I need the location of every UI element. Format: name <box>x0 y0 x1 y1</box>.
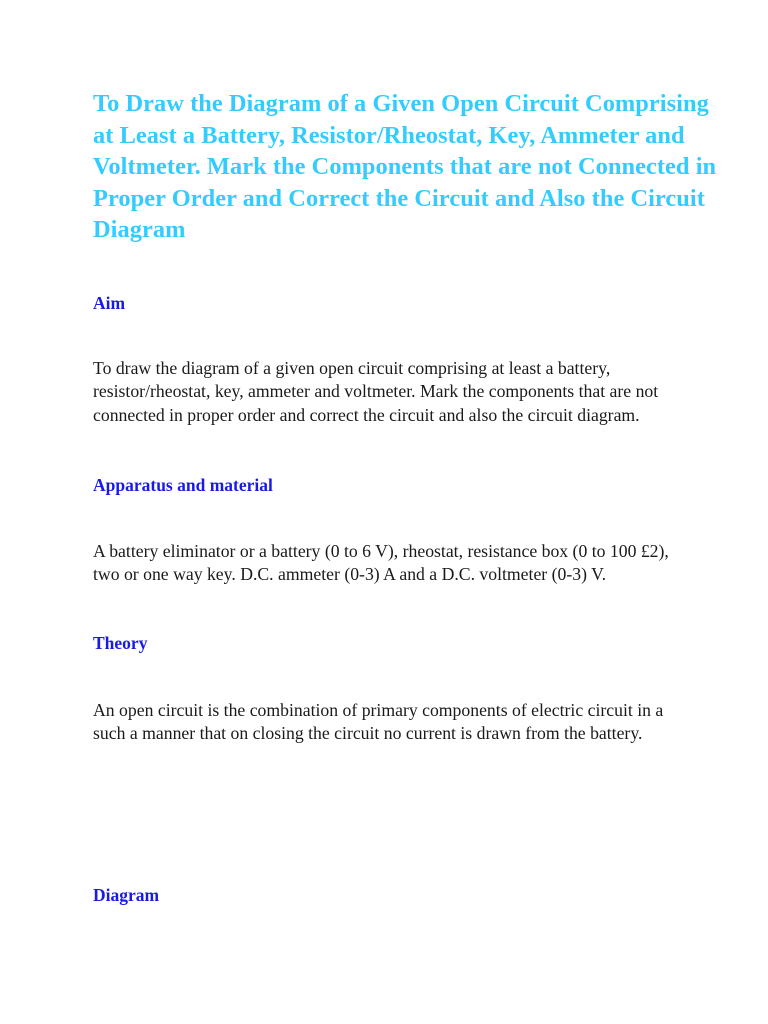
theory-paragraph: An open circuit is the combination of primary components of electric circuit in a such a manner that on closing the circuit no current is drawn from the battery. <box>93 700 664 744</box>
aim-heading: Aim <box>93 293 126 313</box>
apparatus-paragraph: A battery eliminator or a battery (0 to 6 V), rheostat, resistance box (0 to 100 £2), two or one way key. D.C. ammeter (0-3) A and a D.C. voltmeter (0-3) V. <box>93 541 669 585</box>
aim-paragraph: To draw the diagram of a given open circuit comprising at least a battery, resistor/rheostat, key, ammeter and voltmeter. Mark the components that are not connected in proper order and correct the circuit and also the circuit diagram. <box>93 358 659 425</box>
apparatus-heading: Apparatus and material <box>93 475 273 495</box>
theory-heading: Theory <box>93 633 148 653</box>
diagram-heading: Diagram <box>93 885 160 905</box>
page-title: To Draw the Diagram of a Given Open Circuit Comprising at Least a Battery, Resistor/Rheostat, Key, Ammeter and Voltmeter. Mark the Components that are not Connected in Proper Order and Correct the Circuit and Also the Circuit Diagram <box>93 90 717 243</box>
